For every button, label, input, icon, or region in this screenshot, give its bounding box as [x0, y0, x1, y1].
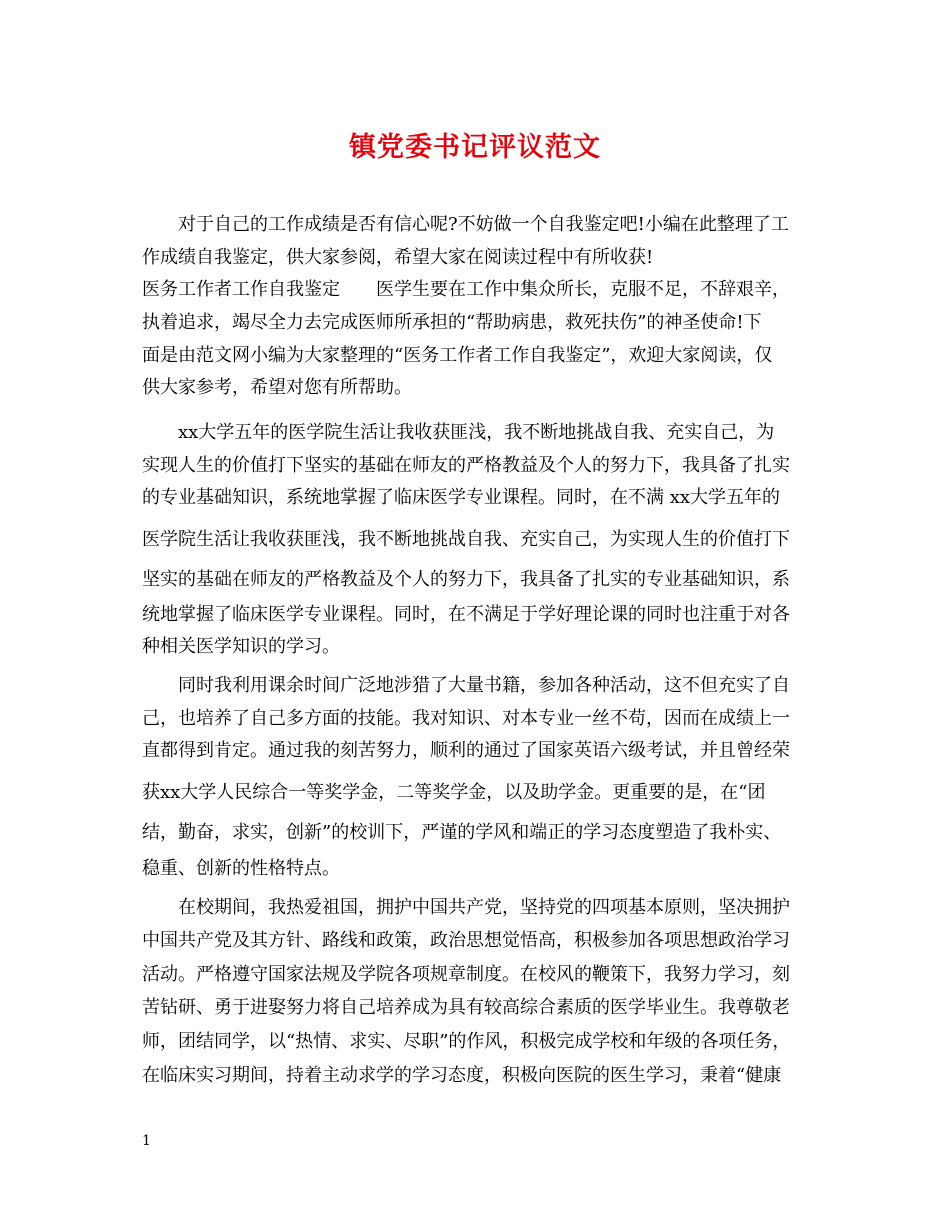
text-line [0, 1059, 950, 1093]
text-line [0, 958, 950, 992]
text-line [0, 481, 950, 515]
text-line [0, 891, 950, 925]
text-line [0, 734, 950, 768]
text-line [0, 776, 950, 810]
text-line [0, 598, 950, 632]
line-text: 同时我利用课余时间广泛地涉猎了大量书籍，参加各种活动，这不但充实了自 [178, 675, 790, 696]
line-text: 作成绩自我鉴定，供大家参阅，希望大家在阅读过程中有所收获! [142, 247, 654, 268]
text-line [0, 241, 950, 275]
line-text: 在校期间，我热爱祖国，拥护中国共产党，坚持党的四项基本原则，坚决拥护 [178, 897, 790, 918]
line-text: 师，团结同学，以“热情、求实、尽职”的作风，积极完成学校和年级的各项任务， [142, 1031, 791, 1052]
line-text: 执着追求，竭尽全力去完成医师所承担的“帮助病患，救死扶伤”的神圣使命!下 [142, 312, 762, 333]
line-text: 面是由范文网小编为大家整理的“医务工作者工作自我鉴定”，欢迎大家阅读，仅 [142, 345, 773, 366]
line-text: 获xx大学人民综合一等奖学金，二等奖学金，以及助学金。更重要的是，在“团 [142, 782, 766, 803]
line-text: 的专业基础知识，系统地掌握了临床医学专业课程。同时，在不满 xx大学五年的 [142, 487, 781, 508]
text-line [0, 702, 950, 736]
text-line [0, 339, 950, 373]
section-heading: 医务工作者工作自我鉴定 [142, 279, 340, 300]
line-text: 坚实的基础在师友的严格教益及个人的努力下，我具备了扎实的专业基础知识，系 [142, 569, 790, 590]
line-text: 供大家参考，希望对您有所帮助。 [142, 377, 412, 398]
text-line [0, 523, 950, 557]
line-text: 中国共产党及其方针、路线和政策，政治思想觉悟高，积极参加各项思想政治学习 [142, 930, 790, 951]
text-line [0, 449, 950, 483]
page-title: 镇党委书记评议范文 [349, 132, 601, 163]
text-line [0, 208, 950, 242]
line-text: 结，勤奋，求实，创新”的校训下，严谨的学风和端正的学习态度塑造了我朴实、 [142, 822, 782, 843]
line-text: 在临床实习期间，持着主动求学的学习态度，积极向医院的医生学习，秉着“健康 [142, 1065, 782, 1086]
text-line [0, 306, 950, 340]
text-line [0, 1025, 950, 1059]
text-line [0, 273, 950, 307]
text-line [0, 669, 950, 703]
page-number: 1 [142, 1133, 151, 1149]
text-line [0, 371, 950, 405]
line-text: 己，也培养了自己多方面的技能。我对知识、对本专业一丝不苟，因而在成绩上一 [142, 708, 790, 729]
line-text: 活动。严格遵守国家法规及学院各项规章制度。在校风的鞭策下，我努力学习，刻 [142, 964, 790, 985]
text-line [0, 816, 950, 850]
text-line [0, 630, 950, 664]
line-text: xx大学五年的医学院生活让我收获匪浅，我不断地挑战自我、充实自己，为 [178, 422, 775, 443]
text-line [0, 416, 950, 450]
line-text: 统地掌握了临床医学专业课程。同时，在不满足于学好理论课的同时也注重于对各 [142, 604, 790, 625]
line-text: 对于自己的工作成绩是否有信心呢?不妨做一个自我鉴定吧!小编在此整理了工 [178, 214, 789, 235]
line-text: 苦钻研、勇于进娶努力将自己培养成为具有较高综合素质的医学毕业生。我尊敬老 [142, 997, 790, 1018]
line-text: 种相关医学知识的学习。 [142, 636, 340, 657]
line-text: 医学生要在工作中集众所长，克服不足，不辞艰辛， [376, 279, 790, 300]
line-text: 医学院生活让我收获匪浅，我不断地挑战自我、充实自己，为实现人生的价值打下 [142, 529, 790, 550]
line-text: 稳重、创新的性格特点。 [142, 858, 340, 879]
text-line [0, 852, 950, 886]
line-text: 实现人生的价值打下坚实的基础在师友的严格教益及个人的努力下，我具备了扎实 [142, 455, 790, 476]
line-text: 直都得到肯定。通过我的刻苦努力，顺利的通过了国家英语六级考试，并且曾经荣 [142, 740, 790, 761]
text-line [0, 991, 950, 1025]
text-line [0, 924, 950, 958]
text-line [0, 563, 950, 597]
